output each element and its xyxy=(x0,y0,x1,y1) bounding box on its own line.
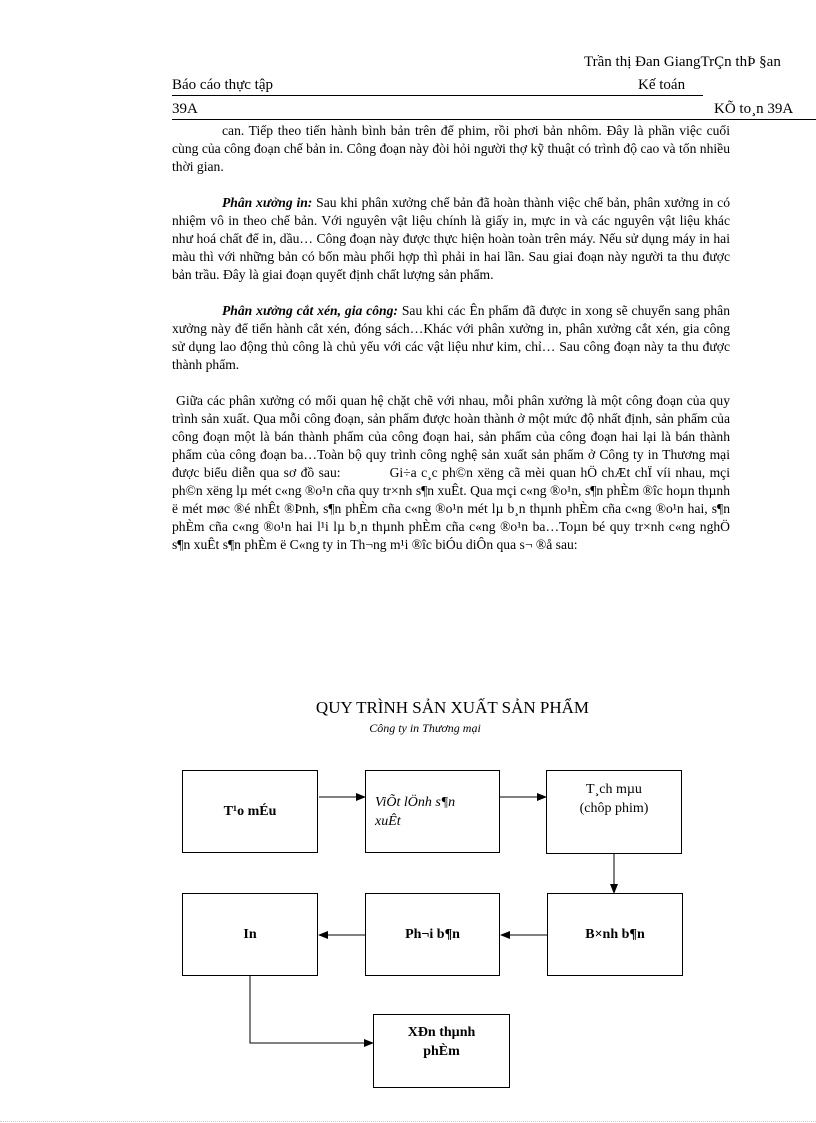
paragraph-3-text: Sau khi các Ên phẩm đã được in xong sẽ chuyển sang phân xưởng này để tiến hành cắt xén, đóng sách…Khác với phân xưởng in, phân xưởng cắt xén, gia công sử dụng lao động thủ công là chủ yếu với các vật liệu như kim, chỉ… Sau công đoạn này ta thu được thành phẩm. xyxy=(172,303,730,372)
header-author: Trần thị Đan GiangTrÇn thÞ §an xyxy=(584,54,781,70)
page-bottom-edge xyxy=(0,1121,816,1122)
box-viet-lenh-san-xuat xyxy=(365,770,500,853)
diagram-title: QUY TRÌNH SẢN XUẤT SẢN PHẨM xyxy=(315,698,590,717)
header-class-code: 39A xyxy=(172,101,198,117)
box-tach-mau xyxy=(546,770,682,854)
arrow-in-to-xen-thanh-pham xyxy=(250,976,373,1043)
paragraph-2-heading: Phân xưởng in: xyxy=(222,195,313,210)
header-class-code-right: KÕ to¸n 39A xyxy=(714,101,794,117)
box-xen-thanh-pham xyxy=(373,1014,510,1088)
box-xen-line-1: XÐn thµnh xyxy=(407,1025,476,1040)
paragraph-2-text: Sau khi phân xưởng chế bản đã hoàn thành việc chế bản, phân xưởng in có nhiệm vô in theo chế bản. Với nguyên vật liệu chính là giấy in, mực in và các nguyên vật liệu khác như hoá chất để in, dầu… Công đoạn này được thực hiện hoàn toàn trên máy. Nếu sử dụng máy in hai màu thì với những bản có bốn màu phối hợp thì phải in hai lần. Sau giai đoạn này người ta thu được bản trầu. Đây là giai đoạn quyết định chất lượng sản phẩm. xyxy=(172,195,730,282)
box-viet-lenh-line-2: xuÊt xyxy=(375,813,401,829)
header-report-label: Báo cáo thực tập xyxy=(172,77,274,93)
paragraph-4-text: Giữa các phân xưởng có mối quan hệ chặt chẽ với nhau, mỗi phân xưởng là một công đoạn của quy trình sản xuất. Qua mỗi công đoạn, sản phẩm được hoàn thành ở một mức độ nhất định, sản phẩm của công đoạn một là bán thành phẩm của công đoạn hai, sản phẩm của công đoạn hai lại là bán thành phẩm của công đoạn ba…Toàn bộ quy trình công nghệ sản xuất sản phẩm ở Công ty in Thương mại được biểu diễn qua sơ đồ sau: xyxy=(172,393,730,480)
box-xen-line-2: phÈm xyxy=(423,1044,460,1059)
box-phoi-ban: Ph¬i b¶n xyxy=(365,893,500,976)
paragraph-4-garbled-text: Gi÷a c¸c ph©n xëng cã mèi quan hÖ chÆt chÏ víi nhau, mçi ph©n xëng lµ mét c«ng ®o¹n cña quy tr×nh s¶n xuÊt. Qua mçi c«ng ®o¹n, s¶n phÈm ®îc hoµn thµnh ë mét møc ®é nhÊt ®Þnh, s¶n phÈm cña c«ng ®o¹n mét lµ b¸n thµnh phÈm cña c«ng ®o¹n hai, s¶n phÈm cña c«ng ®o¹n hai l¹i lµ b¸n thµnh phÈm cña c«ng ®o¹n ba…Toµn bé quy tr×nh c«ng nghÖ s¶n xuÊt s¶n phÈm ë C«ng ty in Th¬ng m¹i ®îc biÓu diÔn qua s¬ ®å sau: xyxy=(172,465,730,552)
box-binh-ban: B×nh b¶n xyxy=(547,893,683,976)
box-tach-mau-line-1: T¸ch mµu xyxy=(586,782,642,797)
diagram-subtitle: Công ty in Thương mại xyxy=(369,721,481,735)
header-department: Kế toán xyxy=(638,77,686,93)
paragraph-3-heading: Phân xưởng cắt xén, gia công: xyxy=(222,303,398,318)
box-tao-mau: T¹o mÉu xyxy=(182,770,318,853)
box-in: In xyxy=(182,893,318,976)
box-tach-mau-line-2: (chôp phim) xyxy=(579,801,649,816)
paragraph-1: can. Tiếp theo tiến hành bình bản trên để phim, rồi phơi bản nhôm. Đây là phần việc cuối cùng của công đoạn chế bản in. Công đoạn này đòi hỏi người thợ kỹ thuật có trình độ cao và tốn nhiều thời gian. xyxy=(172,123,730,174)
box-viet-lenh-line-1: ViÕt lÖnh s¶n xyxy=(375,794,456,810)
